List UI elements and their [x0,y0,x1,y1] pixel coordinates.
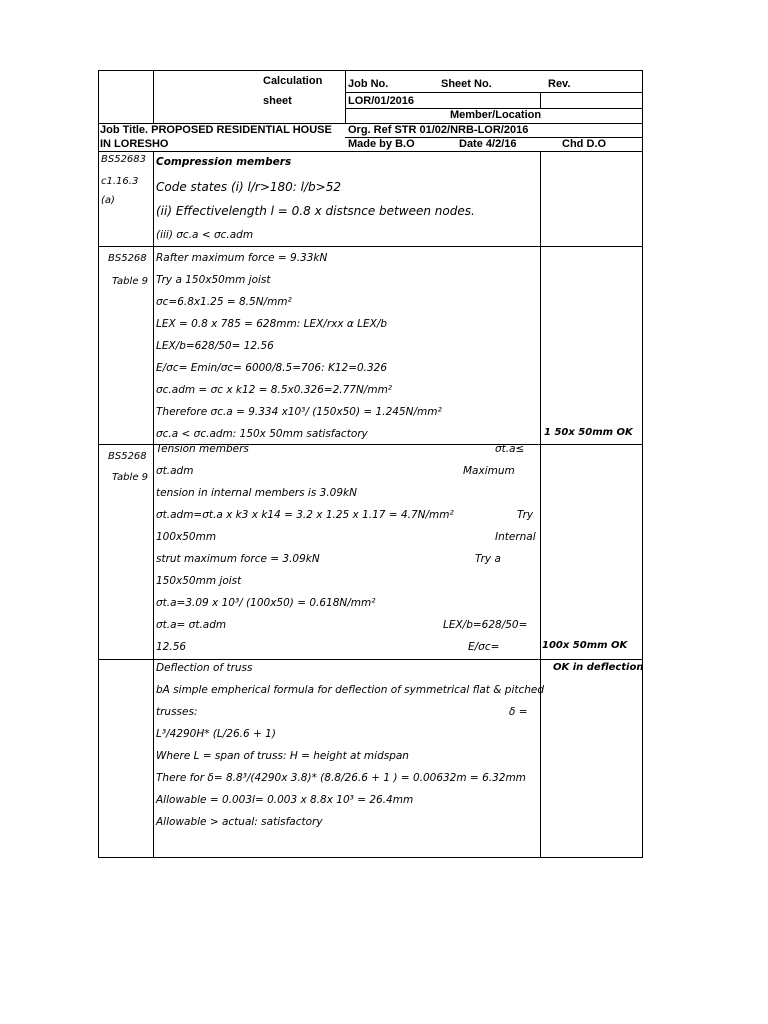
made-by: Made by B.O [348,138,415,150]
checked-by: Chd D.O [562,138,606,150]
job-title-line1: Job Title. PROPOSED RESIDENTIAL HOUSE [100,124,332,136]
calc-line: LEX/b=628/50= 12.56 [156,340,274,352]
calc-line: (ii) Effectivelength l = 0.8 x distsnce between nodes. [156,204,475,218]
grid-line [345,92,643,93]
calc-line: 100x50mm [156,531,217,543]
sheet-no-label: Sheet No. [441,78,492,90]
grid-line [98,70,643,71]
calc-line: tension in internal members is 3.09kN [156,487,357,499]
section-ref: Table 9 [112,276,149,287]
calc-line: σt.a= σt.adm [156,619,227,631]
grid-line [98,857,643,858]
grid-line [153,70,154,123]
grid-line [540,151,541,858]
calculation-sheet [98,70,643,858]
section-ref: c1.16.3 [101,176,139,187]
calc-line: Rafter maximum force = 9.33kN [156,252,328,264]
section-ref: BS5268 [108,451,147,462]
rev-label: Rev. [548,78,571,90]
result-mark: 1 50x 50mm OK [544,427,633,438]
calc-line: strut maximum force = 3.09kN [156,553,320,565]
section-ref: BS5268 [108,253,147,264]
result-mark: 100x 50mm OK [542,640,628,651]
grid-line [98,70,99,858]
grid-line [540,92,541,108]
grid-line [98,659,643,660]
calc-line: 150x50mm joist [156,575,242,587]
calc-fragment: Try a [475,553,501,565]
date: Date 4/2/16 [459,138,517,150]
grid-line [345,70,346,123]
calc-line: σc.a < σc.adm: 150x 50mm satisfactory [156,428,368,440]
calc-line: L³/4290H* (L/26.6 + 1) [156,728,276,740]
section-heading: Deflection of truss [156,662,253,674]
grid-line [98,151,643,152]
calc-line: Tension members [156,443,249,455]
calc-line: Try a 150x50mm joist [156,274,271,286]
header-sheet: sheet [263,95,292,107]
calc-fragment: LEX/b=628/50= [443,619,528,631]
calc-line: E/σc= Emin/σc= 6000/8.5=706: K12=0.326 [156,362,388,374]
calc-fragment: Try [517,509,534,521]
job-title-line2: IN LORESHO [100,138,169,150]
section-ref: (a) [101,195,115,206]
calc-line: Code states (i) l/r>180: l/b>52 [156,180,341,194]
calc-line: Allowable > actual: satisfactory [156,816,323,828]
calc-line: σt.adm [156,465,194,477]
result-mark: OK in deflection [553,662,644,673]
calc-fragment: σt.a≤ [495,443,525,455]
section-ref: BS52683 [101,154,147,165]
calc-line: Where L = span of truss: H = height at midspan [156,750,409,762]
section-ref: Table 9 [112,472,149,483]
calc-line: σc.adm = σc x k12 = 8.5x0.326=2.77N/mm² [156,384,393,396]
calc-fragment: Internal [495,531,536,543]
member-location-label: Member/Location [450,109,542,121]
grid-line [98,246,643,247]
calc-line: σt.adm=σt.a x k3 x k14 = 3.2 x 1.25 x 1.17 = 4.7N/mm² [156,509,454,521]
grid-line [153,151,154,858]
org-ref: Org. Ref STR 01/02/NRB-LOR/2016 [348,124,529,136]
calc-line: σt.a=3.09 x 10³/ (100x50) = 0.618N/mm² [156,597,376,609]
calc-line: (iii) σc.a < σc.adm [156,229,254,241]
calc-line: bA simple empherical formula for deflection of symmetrical flat & pitched [156,684,545,696]
calc-fragment: δ = [509,706,528,718]
calc-line: σc=6.8x1.25 = 8.5N/mm² [156,296,292,308]
grid-line [642,70,643,858]
calc-fragment: E/σc= [468,641,500,653]
calc-line: trusses: [156,706,198,718]
calc-line: Therefore σc.a = 9.334 x10³/ (150x50) = 1.245N/mm² [156,406,442,418]
job-no-label: Job No. [348,78,389,90]
calc-line: 12.56 [156,641,187,653]
job-no-value: LOR/01/2016 [348,95,415,107]
calc-line: There for δ= 8.8³/(4290x 3.8)* (8.8/26.6 + 1 ) = 0.00632m = 6.32mm [156,772,526,784]
header-calculation: Calculation [263,75,323,87]
calc-fragment: Maximum [463,465,515,477]
calc-line: Allowable = 0.003l= 0.003 x 8.8x 10³ = 26.4mm [156,794,414,806]
section-heading: Compression members [156,156,292,168]
calc-line: LEX = 0.8 x 785 = 628mm: LEX/rxx α LEX/b [156,318,388,330]
